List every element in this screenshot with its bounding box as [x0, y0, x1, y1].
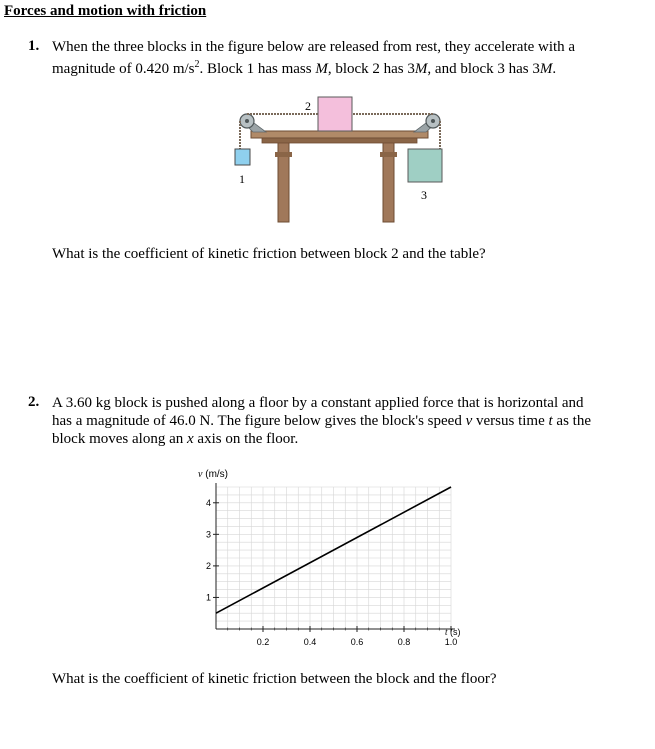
q2-l2-t: t	[548, 413, 553, 429]
q1-l2-e: .	[552, 61, 557, 77]
block-3-label: 3	[421, 188, 427, 202]
blocks-table-figure	[226, 92, 454, 224]
question-1-number: 1.	[28, 38, 40, 54]
q1-l2-m3: M	[539, 61, 553, 77]
y-tick-label: 3	[205, 529, 211, 540]
q2-l3-a: block moves along an	[52, 431, 187, 447]
block-1-label: 1	[239, 172, 245, 186]
block-2-label: 2	[305, 99, 311, 113]
q2-l3-x: x	[186, 431, 194, 447]
question-2-ask: What is the coefficient of kinetic friction between the block and the floor?	[52, 671, 497, 687]
y-tick-label: 1	[205, 592, 211, 603]
pulley-right-axle	[431, 119, 435, 123]
question-1-ask: What is the coefficient of kinetic friction between block 2 and the table?	[52, 246, 486, 262]
y-axis-label	[198, 469, 228, 480]
y-tick-label: 2	[205, 560, 211, 571]
q2-l2-a: has a magnitude of 46.0 N. The figure below gives the block's speed	[52, 413, 466, 429]
q2-line-1: A 3.60 kg block is pushed along a floor by a constant applied force that is horizontal and	[52, 395, 584, 411]
q1-l2-sup: 2	[194, 59, 200, 70]
q1-l2-d: , and block 3 has 3	[427, 61, 540, 77]
q1-l2-m2: M	[414, 61, 428, 77]
q2-l2-c: as the	[552, 413, 591, 429]
x-tick-label: 0.4	[303, 637, 317, 647]
y-axis-unit: (m/s)	[205, 469, 229, 480]
x-tick-label: 0.6	[350, 637, 364, 647]
q1-l2-b: . Block 1 has mass	[199, 61, 316, 77]
x-tick-label: 0.2	[256, 637, 270, 647]
chart-ticks	[206, 498, 457, 647]
document-title: Forces and motion with friction	[4, 3, 207, 19]
x-tick-label: 1.0	[444, 637, 458, 647]
q1-l2-m1: M	[315, 61, 328, 77]
q2-l2-v: v	[465, 413, 473, 429]
x-axis-unit: (s)	[450, 627, 461, 637]
chart-grid	[216, 487, 451, 629]
table-apron	[262, 138, 417, 143]
question-2-number: 2.	[28, 394, 40, 410]
q1-line-2	[52, 56, 630, 78]
table-leg-band-left	[275, 152, 292, 157]
question-1-text	[52, 38, 630, 78]
table-top	[251, 131, 428, 138]
block-1	[235, 149, 250, 165]
y-axis-var: v	[198, 469, 203, 480]
q2-line-3	[52, 430, 630, 448]
q1-line-1: When the three blocks in the figure below are released from rest, they accelerate with a	[52, 39, 576, 55]
x-axis-var: t	[445, 627, 448, 637]
block-2	[318, 97, 352, 131]
block-3	[408, 149, 442, 182]
y-tick-label: 4	[205, 497, 211, 508]
speed-time-chart	[190, 462, 490, 652]
q2-l3-b: axis on the floor.	[193, 431, 299, 447]
table-leg-band-right	[380, 152, 397, 157]
question-2-text	[52, 394, 630, 448]
pulley-left-axle	[245, 119, 249, 123]
q1-l2-a: magnitude of 0.420 m/s	[52, 61, 195, 77]
q1-l2-c: , block 2 has 3	[327, 61, 415, 77]
q2-line-2	[52, 412, 630, 430]
x-axis-label	[445, 627, 461, 637]
q2-l2-b: versus time	[472, 413, 549, 429]
x-tick-label: 0.8	[397, 637, 411, 647]
